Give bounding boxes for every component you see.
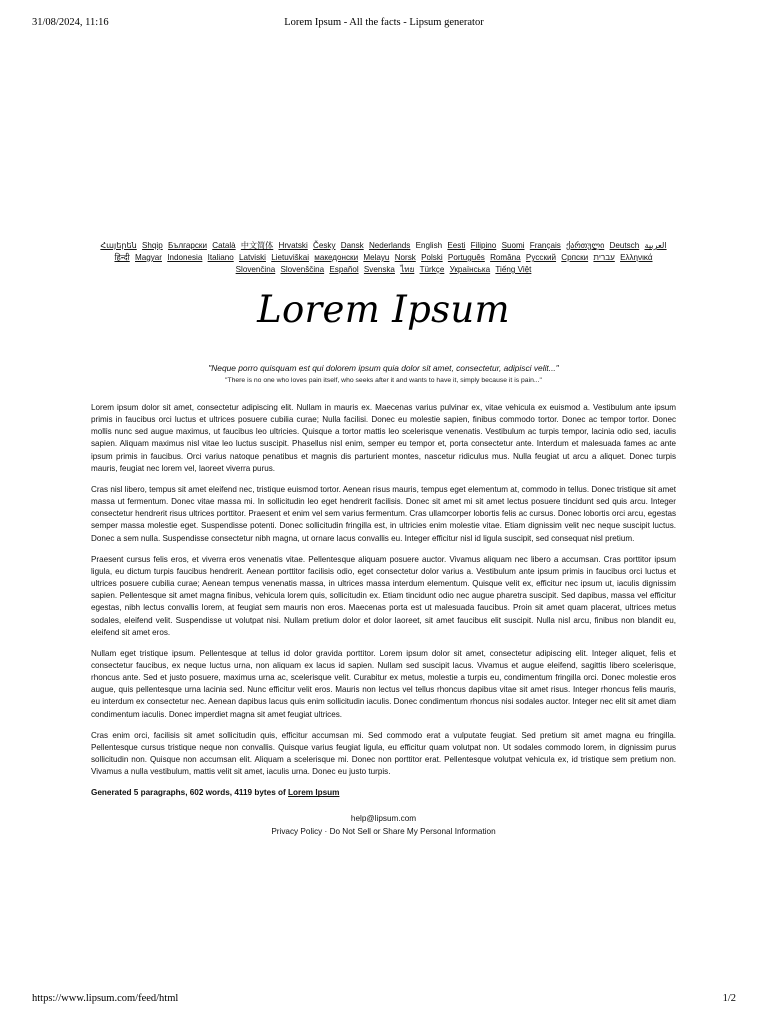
language-link[interactable]: Українська — [449, 265, 491, 274]
language-link[interactable]: Româna — [490, 253, 521, 262]
print-datetime: 31/08/2024, 11:16 — [32, 17, 109, 28]
page-content — [91, 240, 676, 838]
language-link[interactable]: Lietuviškai — [271, 253, 310, 262]
language-link[interactable]: Ελληνικά — [620, 253, 653, 262]
language-link[interactable]: Norsk — [394, 253, 416, 262]
lorem-paragraph: Praesent cursus felis eros, et viverra eros venenatis vitae. Pellentesque aliquam posuere auctor. Vivamus aliquam nec libero a accumsan. Cras porttitor ipsum ligula, eu dictum turpis faucibus hendrerit. Aenean porttitor facilisis odio, eget consectetur dolor varius a. Vestibulum ante ipsum primis in faucibus orci luctus et ultrices posuere cubilia curae; Aenean tempus venenatis massa, in ultrices massa interdum elementum. Quisque velit ex, efficitur nec ipsum ut, iaculis dignissim sapien. Pellentesque sit amet magna finibus, vehicula lorem quis, sollicitudin ex. Etiam tincidunt odio nec augue pharetra suscipit. Sed dapibus, massa vel efficitur egestas, nibh lectus convallis lorem, at feugiat sem mauris non eros. Maecenas porta est ut malesuada faucibus. Proin sit amet quam placerat, ultrices metus sodales, eleifend velit. Suspendisse ut volutpat nisi. Nullam pretium dolor et dolor laoreet, sit amet faucibus elit suscipit. Nulla nisl arcu, finibus non blandit eu, eleifend sit amet eros. — [91, 554, 676, 637]
print-footer — [0, 993, 768, 1007]
language-link[interactable]: Polski — [421, 253, 443, 262]
language-link[interactable]: Français — [529, 241, 561, 250]
english-quote: "There is no one who loves pain itself, who seeks after it and wants to have it, simply because it is pain..." — [225, 377, 542, 384]
language-link[interactable]: Indonesia — [167, 253, 203, 262]
footer-separator: · — [322, 826, 330, 836]
page-footer — [91, 813, 676, 838]
language-link[interactable]: Slovenščina — [280, 265, 325, 274]
language-link[interactable]: Svenska — [363, 265, 395, 274]
privacy-policy-link[interactable]: Privacy Policy — [271, 826, 323, 836]
contact-email-link[interactable]: help@lipsum.com — [350, 814, 417, 824]
language-link[interactable]: हिन्दी — [114, 253, 130, 262]
lorem-paragraph: Cras nisl libero, tempus sit amet eleifend nec, tristique euismod tortor. Aenean risus mauris, tempus eget elementum at, commodo in tellus. Donec tristique sit amet massa ut fermentum. Donec vitae massa mi. In sollicitudin leo eget hendrerit facilisis. Donec sit amet mi sit amet lectus posuere tincidunt sed quis arcu. Integer consectetur hendrerit risus ultrices porttitor. Praesent et enim vel sem varius fermentum. Cras ullamcorper lobortis felis ac cursus. Donec lobortis orci arcu, egestas semper massa molestie eget. Suspendisse potenti. Donec sollicitudin fringilla est, in ultricies enim molestie vitae. Etiam dignissim velit nec neque suscipit luctus. Donec a sem nulla. Suspendisse consectetur nibh magna, ut ornare lacus convallis eu. Integer efficitur nisl id ligula suscipit, sed consequat nisl pretium. — [91, 484, 676, 543]
language-selector — [91, 240, 676, 276]
language-link[interactable]: Български — [167, 241, 207, 250]
language-link: English — [415, 241, 443, 250]
language-link[interactable]: Español — [329, 265, 359, 274]
generated-summary — [91, 787, 676, 799]
lorem-ipsum-link[interactable]: Lorem Ipsum — [288, 788, 340, 798]
language-link[interactable]: Türkçe — [419, 265, 445, 274]
language-link[interactable]: Català — [212, 241, 236, 250]
language-link[interactable]: македонски — [314, 253, 359, 262]
lorem-paragraph: Lorem ipsum dolor sit amet, consectetur adipiscing elit. Nullam in mauris ex. Maecenas varius pulvinar ex, vitae vehicula ex euismod a. Vestibulum ante ipsum primis in faucibus orci luctus et ultrices posuere cubilia curae; Nulla facilisi. Donec eu molestie sapien, finibus commodo tortor. Donec ac tempor tortor. Donec mollis nunc sed augue maximus, ut faucibus leo ultricies. Quisque a tortor mattis leo scelerisque venenatis. Vestibulum ac turpis tempor, lacinia odio sed, iaculis sapien. Aliquam maximus nisl vitae leo luctus suscipit. Phasellus nisl enim, semper eu tempor et, porta consectetur ante. Interdum et malesuada fames ac ante ipsum primis in faucibus. Orci varius natoque penatibus et magnis dis parturient montes, nascetur ridiculus mus. Nulla feugiat ut arcu a aliquet. Donec turpis mauris, feugiat nec lorem vel, laoreet viverra purus. — [91, 403, 676, 473]
latin-quote: "Neque porro quisquam est qui dolorem ipsum quia dolor sit amet, consectetur, adipisci velit..." — [208, 363, 559, 373]
language-link[interactable]: Tiếng Việt — [495, 265, 532, 274]
language-link[interactable]: Česky — [313, 241, 336, 250]
print-page-number: 1/2 — [722, 993, 736, 1004]
do-not-sell-link[interactable]: Do Not Sell or Share My Personal Information — [329, 826, 496, 836]
language-link[interactable]: Српски — [561, 253, 589, 262]
language-link[interactable]: Filipino — [470, 241, 497, 250]
print-page-title: Lorem Ipsum - All the facts - Lipsum generator — [284, 17, 484, 28]
language-link[interactable]: Melayu — [363, 253, 390, 262]
language-link[interactable]: Italiano — [207, 253, 234, 262]
generated-summary-text: Generated 5 paragraphs, 602 words, 4119 bytes of — [91, 788, 289, 798]
language-link[interactable]: Nederlands — [368, 241, 411, 250]
lorem-paragraph: Cras enim orci, facilisis sit amet sollicitudin quis, efficitur accumsan mi. Sed commodo erat a vulputate feugiat. Sed pretium sit amet magna eu fringilla. Pellentesque cursus tristique neque non convallis. Quisque varius feugiat ligula, eu efficitur quam volutpat non. Ut sodales commodo lorem, in dignissim purus sollicitudin non. Quisque non accumsan elit. Aliquam a scelerisque mi. Donec non porttitor erat. Pellentesque volutpat vehicula ex, id tristique sem pretium non. Vivamus a nulla vestibulum, mattis velit sit amet, iaculis urna. Donec eu justo turpis. — [91, 730, 676, 777]
language-link[interactable]: Português — [447, 253, 485, 262]
language-link[interactable]: Shqip — [142, 241, 163, 250]
language-link[interactable]: Hrvatski — [278, 241, 308, 250]
language-link[interactable]: Slovenčina — [235, 265, 276, 274]
lorem-paragraph: Nullam eget tristique ipsum. Pellentesque at tellus id dolor gravida porttitor. Lorem ipsum dolor sit amet, consectetur adipiscing elit. Integer aliquet, felis et consectetur faucibus, ex neque luctus urna, non aliquam ex lacus id sapien. Nullam sed suscipit lacus. Vivamus et augue eleifend, sagittis libero scelerisque, rhoncus ante. Sed et justo posuere, maximus urna ac, scelerisque velit. Curabitur ex metus, molestie a turpis eu, condimentum fringilla orci. Donec molestie eros augue, quis pellentesque urna lacinia sed. Nunc efficitur velit eros. Mauris non lectus vel tellus rhoncus dapibus vitae sit amet risus. Integer rhoncus felis mauris, eu interdum ex consectetur nec. Aenean dapibus lacus quis enim sollicitudin iaculis. Donec condimentum rhoncus nisi sodales auctor. Integer nec elit sit amet diam condimentum iaculis. Donec imperdiet magna sit amet feugiat ultrices. — [91, 648, 676, 719]
language-link[interactable]: Latviski — [238, 253, 266, 262]
language-link[interactable]: Dansk — [340, 241, 364, 250]
language-link[interactable]: ‫עברית — [593, 253, 615, 262]
language-link[interactable]: ‫العربية — [644, 241, 667, 250]
language-link[interactable]: Suomi — [501, 241, 525, 250]
language-link[interactable]: Magyar — [135, 253, 162, 262]
language-link[interactable]: Eesti — [447, 241, 466, 250]
language-link[interactable]: Pyccкий — [525, 253, 557, 262]
language-link[interactable]: Հայերեն — [100, 241, 137, 250]
language-link[interactable]: Deutsch — [609, 241, 640, 250]
language-link[interactable]: ไทย — [400, 265, 415, 274]
site-logo: Lorem Ipsum — [257, 288, 510, 331]
language-link[interactable]: ქართული — [566, 241, 605, 250]
language-link[interactable]: 中文简体 — [240, 241, 274, 250]
print-url: https://www.lipsum.com/feed/html — [32, 993, 179, 1004]
lorem-paragraphs — [91, 402, 676, 778]
print-header — [0, 17, 768, 31]
